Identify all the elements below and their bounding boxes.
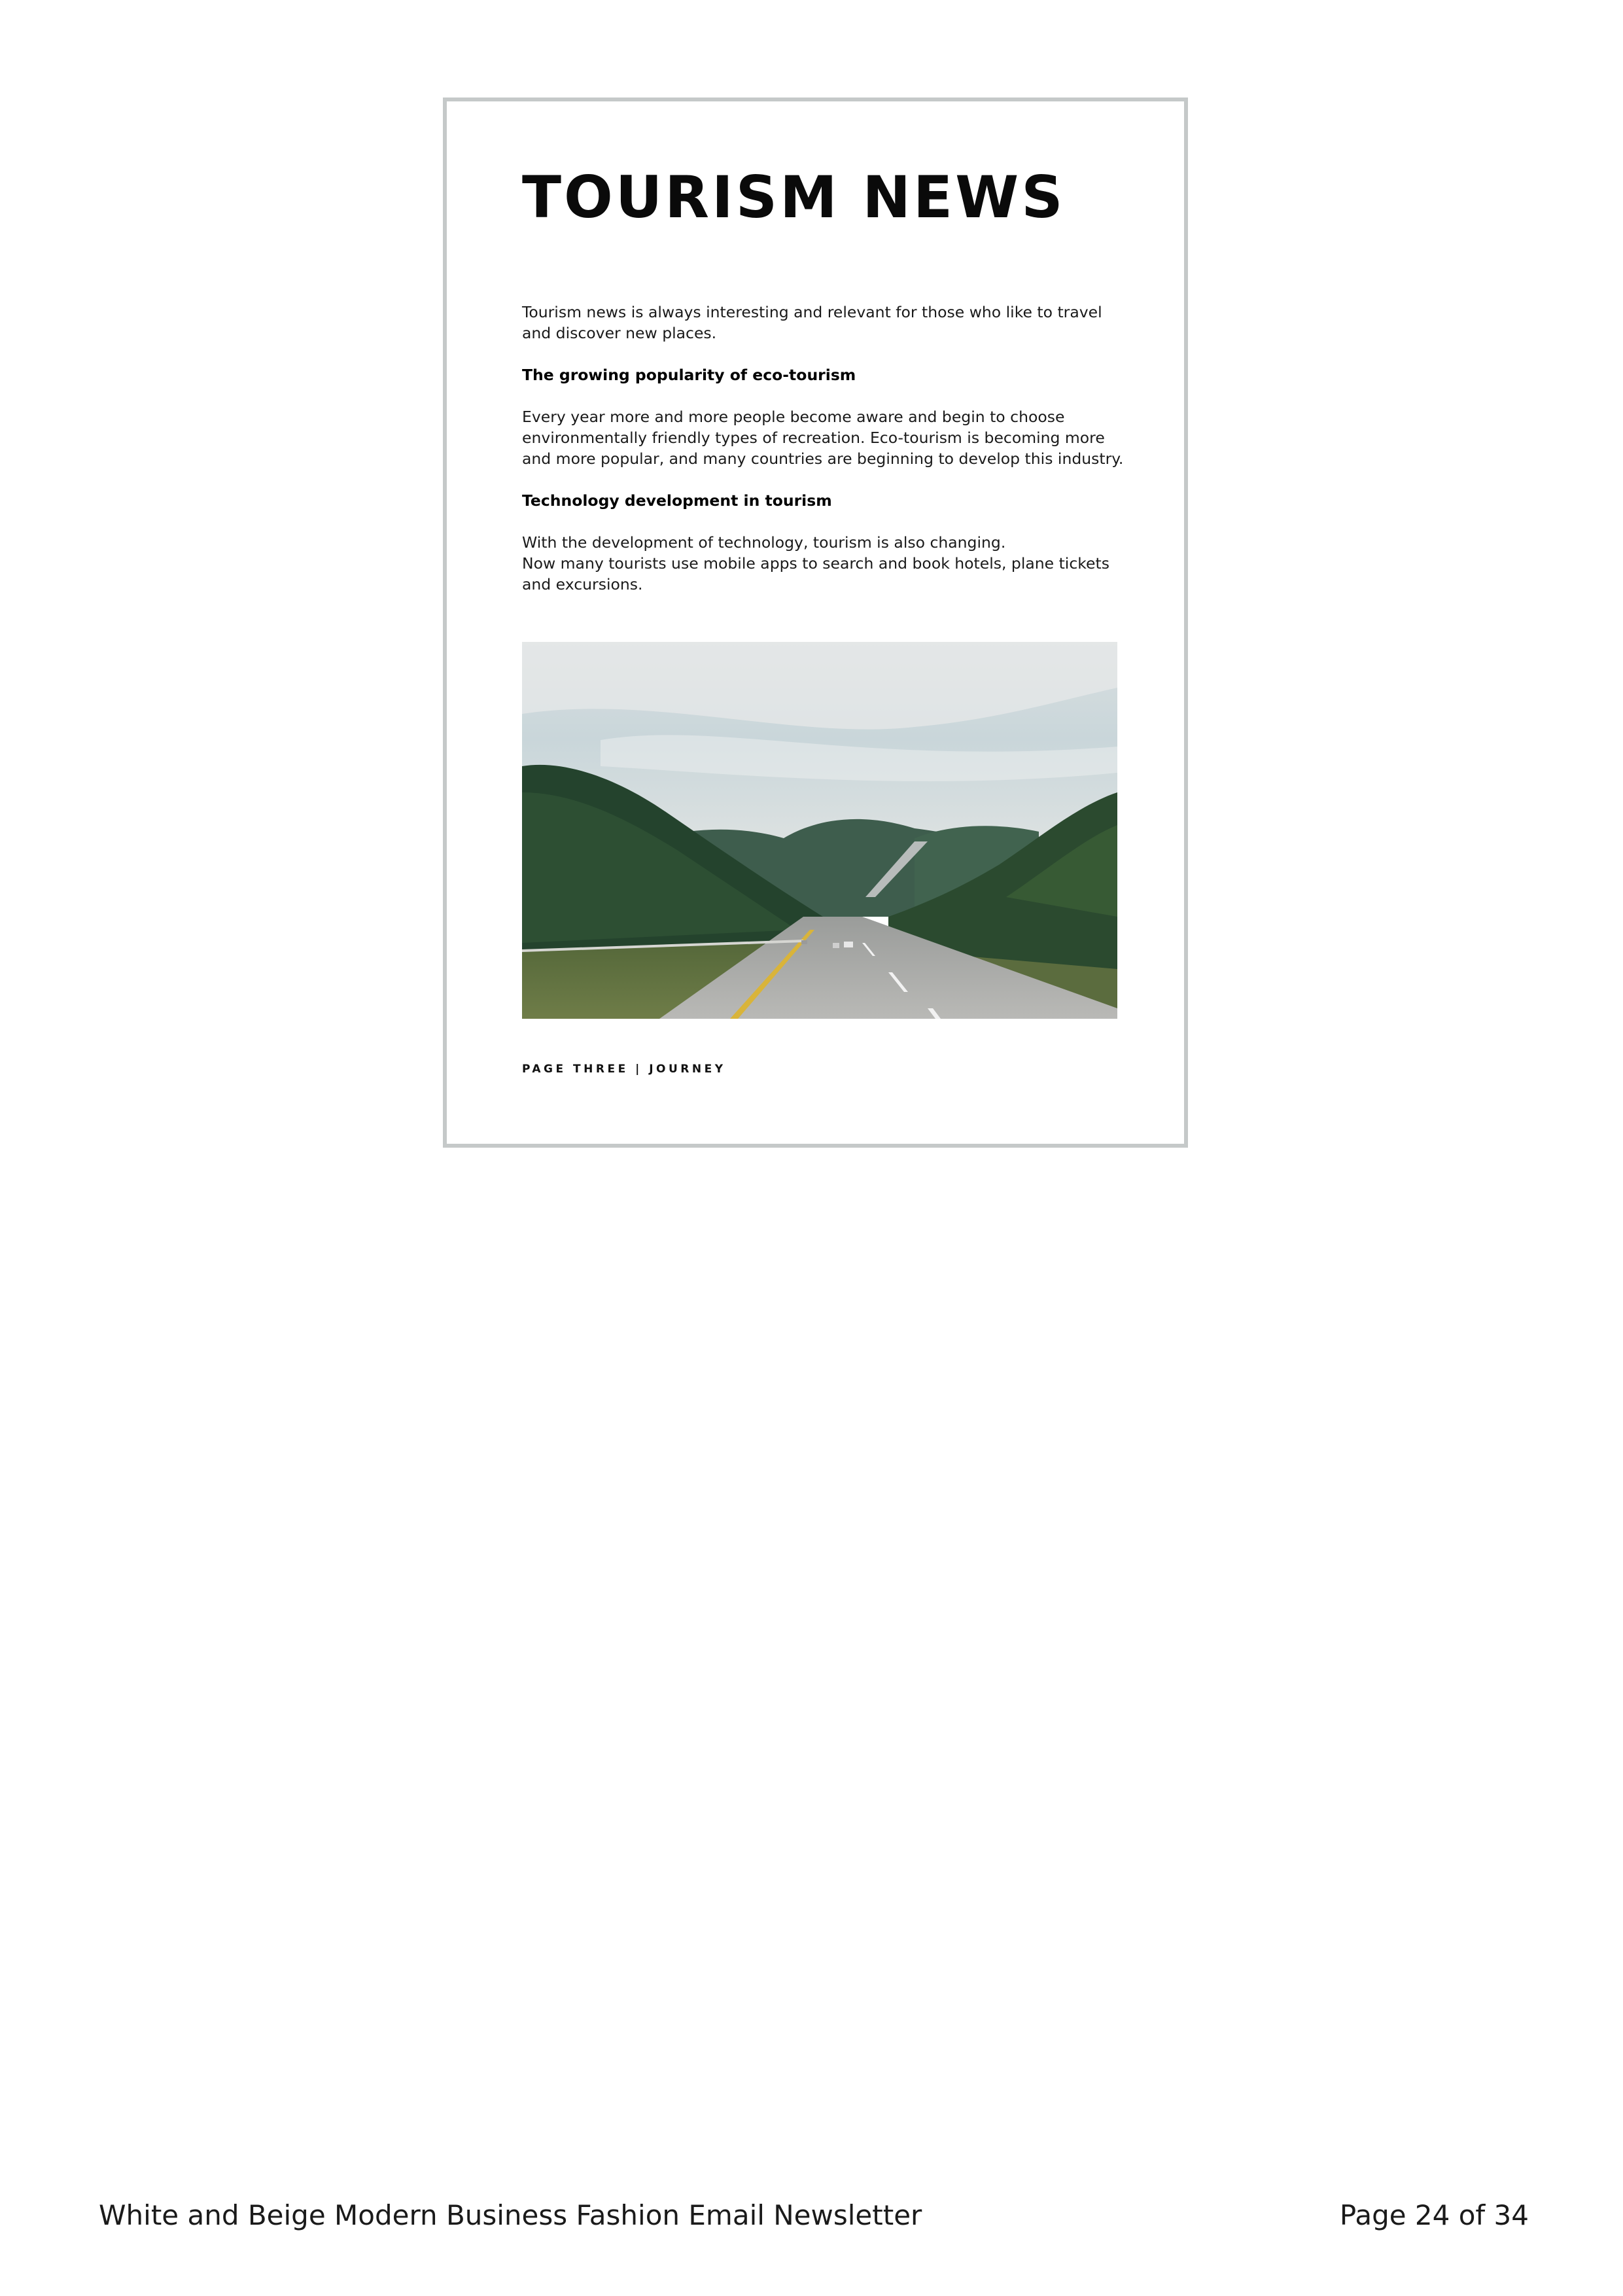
eco-tourism-paragraph: Every year more and more people become aware and begin to choose environmentally friendly types of recreation. Eco-tourism is becoming more and more popular, and many countries are beginning to develop this industry. <box>522 408 1124 468</box>
intro-paragraph: Tourism news is always interesting and relevant for those who like to travel and discover new places. <box>522 303 1102 342</box>
section-heading-eco-tourism: The growing popularity of eco-tourism <box>522 366 856 384</box>
technology-paragraph-line-2: Now many tourists use mobile apps to search and book hotels, plane tickets and excursions. <box>522 554 1109 593</box>
technology-paragraph-line-1: With the development of technology, tourism is also changing. <box>522 533 1006 552</box>
article-body <box>522 302 1124 616</box>
newsletter-page-frame <box>443 97 1188 1148</box>
document-title: White and Beige Modern Business Fashion Email Newsletter <box>99 2199 922 2231</box>
page-title: TOURISM NEWS <box>522 164 1066 231</box>
page-number: Page 24 of 34 <box>1339 2199 1529 2231</box>
highway-landscape-photo <box>522 642 1117 1019</box>
page-footer-label: PAGE THREE | JOURNEY <box>522 1063 726 1076</box>
section-heading-technology: Technology development in tourism <box>522 491 832 510</box>
